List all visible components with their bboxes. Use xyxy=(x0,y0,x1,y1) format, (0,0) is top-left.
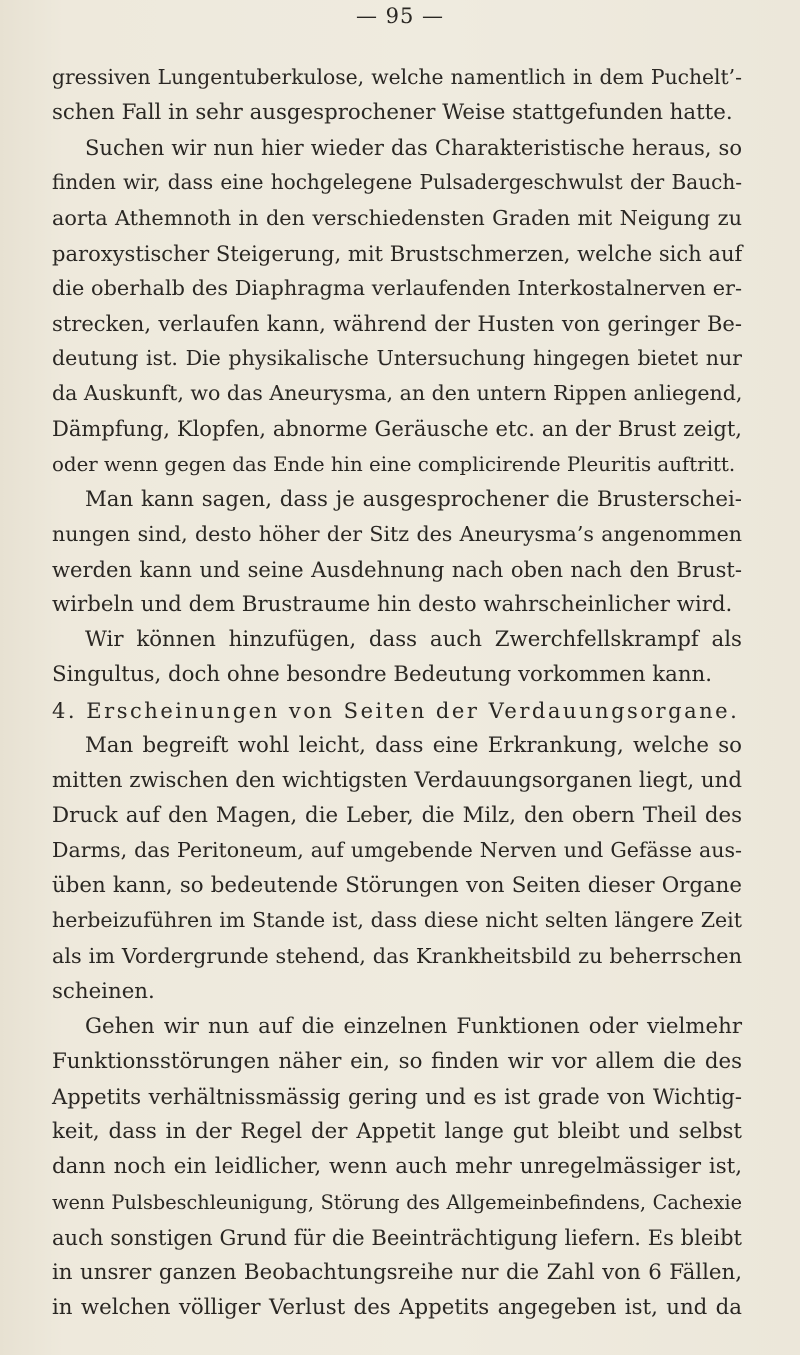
text-line: als im Vordergrunde stehend, das Krankheitsbild zu beherrschen xyxy=(52,943,742,968)
text-line: scheinen. xyxy=(52,978,155,1004)
text-line: Appetits verhältnissmässig gering und es ist grade von Wichtig- xyxy=(52,1084,742,1110)
text-line: die oberhalb des Diaphragma verlaufenden Interkostalnerven er- xyxy=(52,275,742,300)
text-line: paroxystischer Steigerung, mit Brustschmerzen, welche sich auf xyxy=(52,240,743,266)
page-number: — 95 — xyxy=(355,4,445,28)
text-line: Gehen wir nun auf die einzelnen Funktionen oder vielmehr xyxy=(85,1013,742,1039)
text-line: gressiven Lungentuberkulose, welche namentlich in dem Puchelt’- xyxy=(52,65,742,89)
text-line: werden kann und seine Ausdehnung nach oben nach den Brust- xyxy=(52,556,742,582)
text-line: strecken, verlaufen kann, während der Husten von geringer Be- xyxy=(52,310,742,336)
text-line: herbeizuführen im Stande ist, dass diese nicht selten längere Zeit xyxy=(52,908,742,933)
text-line: in welchen völliger Verlust des Appetits angegeben ist, und da xyxy=(52,1294,742,1320)
text-line: Druck auf den Magen, die Leber, die Milz, den obern Theil des xyxy=(52,802,742,828)
text-line: auch sonstigen Grund für die Beeinträchtigung liefern. Es bleibt xyxy=(52,1224,742,1250)
text-line: keit, dass in der Regel der Appetit lange gut bleibt und selbst xyxy=(52,1119,742,1145)
body-text xyxy=(52,60,742,1325)
text-line: Dämpfung, Klopfen, abnorme Geräusche etc. an der Brust zeigt, xyxy=(52,416,742,442)
text-line: schen Fall in sehr ausgesprochener Weise stattgefunden hatte. xyxy=(52,100,733,126)
text-line: aorta Athemnoth in den verschiedensten Graden mit Neigung zu xyxy=(52,205,742,230)
text-line: in unsrer ganzen Beobachtungsreihe nur die Zahl von 6 Fällen, xyxy=(52,1259,742,1285)
text-line: Darms, das Peritoneum, auf umgebende Nerven und Gefässe aus- xyxy=(52,838,742,863)
text-line: oder wenn gegen das Ende hin eine complicirende Pleuritis auftritt. xyxy=(52,452,736,476)
text-line: Funktionsstörungen näher ein, so finden wir vor allem die des xyxy=(52,1048,742,1074)
text-line: wenn Pulsbeschleunigung, Störung des Allgemeinbefindens, Cachexie xyxy=(52,1190,742,1214)
text-line: mitten zwischen den wichtigsten Verdauungsorganen liegt, und xyxy=(52,767,742,793)
text-line: Man begreift wohl leicht, dass eine Erkrankung, welche so xyxy=(85,732,742,758)
text-line: da Auskunft, wo das Aneurysma, an den untern Rippen anliegend, xyxy=(52,381,743,406)
text-line: Wir können hinzufügen, dass auch Zwerchfellskrampf als xyxy=(85,627,742,653)
text-line: wirbeln und dem Brustraume hin desto wahrscheinlicher wird. xyxy=(52,592,733,618)
text-line: deutung ist. Die physikalische Untersuchung hingegen bietet nur xyxy=(52,346,742,371)
section-heading: 4. Erscheinungen von Seiten der Verdauungsorgane. xyxy=(52,697,740,723)
text-line: dann noch ein leidlicher, wenn auch mehr unregelmässiger ist, xyxy=(52,1154,742,1180)
text-line: nungen sind, desto höher der Sitz des Aneurysma’s angenommen xyxy=(52,521,742,546)
text-line: üben kann, so bedeutende Störungen von Seiten dieser Organe xyxy=(52,873,742,899)
text-line: Suchen wir nun hier wieder das Charakteristische heraus, so xyxy=(85,135,742,161)
text-line: Singultus, doch ohne besondre Bedeutung vorkommen kann. xyxy=(52,662,713,688)
text-line: finden wir, dass eine hochgelegene Pulsadergeschwulst der Bauch- xyxy=(52,170,742,195)
text-line: Man kann sagen, dass je ausgesprochener die Brusterschei- xyxy=(85,486,742,512)
